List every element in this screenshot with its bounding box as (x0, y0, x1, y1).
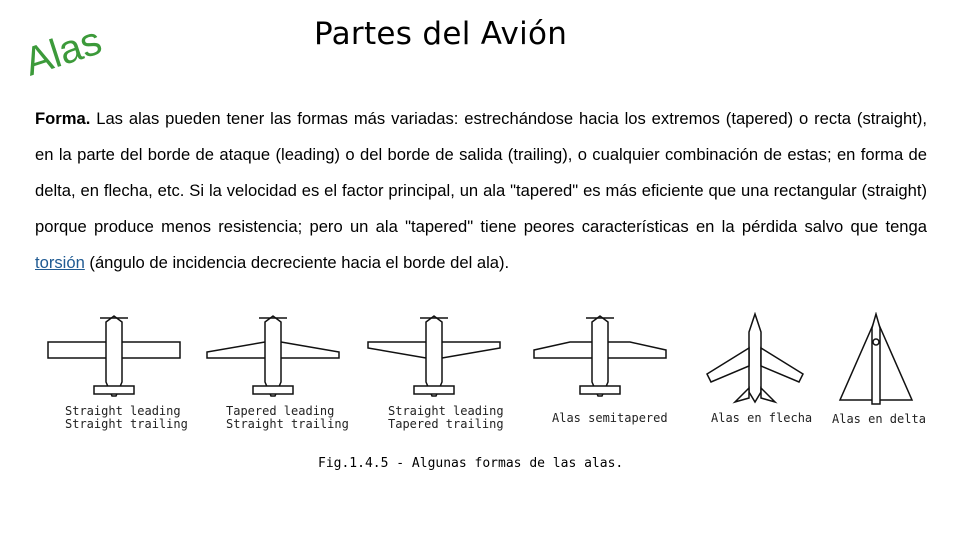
plane-label-2: Tapered leading Straight trailing (226, 404, 349, 431)
plane-label-5: Alas en flecha (711, 411, 813, 425)
wing-shapes-figure (0, 300, 960, 480)
plane-label-6: Alas en delta (832, 412, 926, 426)
plane-swept (705, 312, 805, 408)
section-title (22, 4, 142, 84)
figure-caption: Fig.1.4.5 - Algunas formas de las alas. (318, 456, 624, 471)
plane-straight-tapered (364, 312, 504, 404)
page-title: Partes del Avión (314, 16, 568, 52)
body-paragraph (35, 101, 927, 281)
plane-delta (836, 312, 916, 408)
plane-straight-straight (44, 312, 184, 404)
plane-label-4: Alas semitapered (552, 411, 668, 425)
paragraph-lead: Forma. (35, 109, 91, 128)
paragraph-text-2: (ángulo de incidencia decreciente hacia el borde del ala). (84, 253, 510, 272)
plane-semitapered (530, 312, 670, 404)
plane-label-3: Straight leading Tapered trailing (388, 404, 504, 431)
plane-label-1: Straight leading Straight trailing (65, 404, 188, 431)
section-title-text: Alas (22, 18, 107, 84)
paragraph-text-1: Las alas pueden tener las formas más variadas: estrechándose hacia los extremos (tapered) o recta (straight), en la parte del borde de ataque (leading) o del borde de salida (trailing), o cualquier combinación de estas; en forma de delta, en flecha, etc. Si la velocidad es el factor principal, un ala "tapered" es más eficiente que una rectangular (straight) porque produce menos resistencia; pero un ala "tapered" tiene peores características en la pérdida salvo que tenga (35, 109, 927, 236)
torsion-link[interactable]: torsión (35, 253, 85, 272)
plane-tapered-straight (203, 312, 343, 404)
